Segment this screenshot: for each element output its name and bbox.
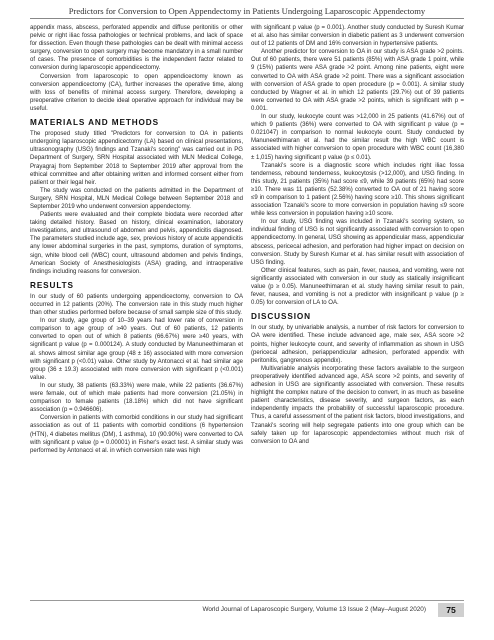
left-column <box>30 24 243 455</box>
intro-paragraph: Conversion from laparoscopic to open appendicectomy known as conversion appendicectomy (CA), further increases the operative time, along with loss of benefits of minimal access surgery. Therefore, developing a preoperative criterion to decide ideal operative approach for individual may be useful. <box>30 73 243 112</box>
header-divider <box>30 18 464 19</box>
discussion-heading: DISCUSSION <box>251 312 311 322</box>
results-paragraph: Another predictor for conversion to OA in our study is ASA grade >2 points. Out of 60 patients, there were 51 patients (85%) with ASA grade 1 point, while 9 (15%) patients were ASA grade >2 point. Among nine patients, eight were converted to OA with ASA grade >2 point. There was a significant association with conversion of ASA grade to open procedure (p = 0.001). A similar study conducted by Wagner et al. in which 12 patients (29.7%) out of 39 patients were converted to OA with ASA grade >2 points, which is significant with p = 0.001. <box>251 49 464 112</box>
discussion-paragraph: Multivariable analysis incorporating these factors available to the surgeon preoperatively identified advanced age, ASA score >2 points, and severity of adhesion in USG are significantly associated with conversion. These results highlight the complex nature of the decision to convert, in as much as baseline patient characteristics, disease severity, and surgeon factors, as each independently impacts the probability of successful laparoscopic procedure. Thus, a careful assessment of the patient risk factors, blood investigations, and Tzanaki's scoring will help segregate patients into one group which can be safely taken up for laparoscopic appendectomies without much risk of conversion to OA and <box>251 365 464 445</box>
right-column <box>251 24 464 446</box>
results-paragraph: with significant p value (p = 0.001). Another study conducted by Suresh Kumar et al. also has similar conversion in diabetic patient as 3 underwent conversion out of 12 patients of DM and 16% conversion in hypertensive patients. <box>251 25 464 48</box>
results-paragraph: In our study, 38 patients (63.33%) were male, while 22 patients (36.67%) were female, out of which male patients had more conversion (21.05%) in comparison to female patients (18.18%) which did not have significant association (p = 0.946606). <box>30 382 243 414</box>
results-heading: RESULTS <box>30 280 74 290</box>
results-paragraph: Tzanaki's score is a diagnostic score which includes right iliac fossa tenderness, rebound tenderness, leukocytosis (>12,000), and USG finding. In this study, 21 patients (35%) had score ≤9, while 39 patients (65%) had score ≥10. There was 11 patients (52.38%) converted to OA out of 21 having score ≤9 in comparison to 1 patient (2.56%) having score ≥10. This shows significant association Tzanaki's score to more conversion in population having ≤9 score while less conversion in population having ≥10 score. <box>251 162 464 218</box>
results-paragraph: In our study, USG finding was included in Tzanaki's scoring system, so individual finding of USG is not significantly associated with conversion to open appendicectomy. In general, USG showing as appendicular mass, appendicular abscess, pericecal adhesion, and perforation had higher impact on decision on conversion. Study by Suresh Kumar et al. has similar result with association of USG finding. <box>251 219 464 266</box>
page-number: 75 <box>438 603 464 617</box>
journal-citation: World Journal of Laparoscopic Surgery, Volume 13 Issue 2 (May–August 2020) <box>202 606 426 613</box>
footer-divider <box>30 600 464 601</box>
methods-paragraph: The study was conducted on the patients admitted in the Department of Surgery, SRN Hospital, MLN Medical College between September 2018 and September 2019 who underwent conversion appendectomy. <box>30 187 243 210</box>
discussion-paragraph: In our study, by univariable analysis, a number of risk factors for conversion to OA were identified. These include advanced age, male sex, ASA score >2 points, higher leukocyte count, and severity of inflammation as shown in USG (pericecal adhesion, periappendicular adhesion, perforated appendix with peritonitis, gangrenous appendix). <box>251 325 464 364</box>
results-paragraph: Conversion in patients with comorbid conditions in our study had significant association as out of 11 patients with comorbid conditions (6 hypertension (HTN), 4 diabetes mellitus (DM), 1 asthma), 10 (90.90%) were converted to OA with significant p value (p = 0.00001) in Fisher's exact test. A similar study was performed by Antonacci et al. in which conversion rate was high <box>30 415 243 454</box>
results-paragraph: In our study, age group of 10–39 years had lower rate of conversion in comparison to age group of ≥40 years. Out of 60 patients, 12 patients converted to open out of which 8 patients (66.67%) were ≥40 years, with significant p value (p = 0.000124). A study conducted by Manuneethimaran et al. shows almost similar age group (48 ± 16) associated with more conversion with significant p (<0.01) value. Other study by Antonacci et al. had similar age group (36 ± 19.3) associated with more conversion with significant p (<0.001) value. <box>30 318 243 381</box>
intro-paragraph: appendix mass, abscess, perforated appendix and diffuse peritonitis or other pelvic or right iliac fossa pathologies or technical problems, and lack of space for dissection. Even though these pathologies can be dealt with minimal access surgery, conversion to open surgery may become mandatory in a small number of cases. The presence of comorbidities is the independent factor related to conversion during laparoscopic appendicectomy. <box>30 25 243 72</box>
results-paragraph: Other clinical features, such as pain, fever, nausea, and vomiting, were not significantly associated with conversion in our study as statically insignificant value (p ≥ 0.05). Manuneethimaran et al. study having similar result to pain, fever, nausea, and vomiting is not a predictor with insignificant p value (p ≥ 0.05) for conversion of LA to OA. <box>251 267 464 307</box>
page-footer <box>30 600 464 620</box>
methods-paragraph: Patients were evaluated and their complete biodata were recorded after taking detailed history. Based on history, clinical examination, laboratory investigations, and ultrasound of abdomen and pelvis, appendicitis diagnosed. The parameters studied include age, sex, previous history of acute appendicitis any lower abdominal surgeries in the past, symptoms, duration of symptoms, sign, white blood cell (WBC) count, ultrasound abdomen and pelvis findings, American Society of Anesthesiologists (ASA) grading, and intraoperative findings including reasons for conversion. <box>30 212 243 275</box>
methods-heading: MATERIALS AND METHODS <box>30 118 159 128</box>
running-title: Predictors for Conversion to Open Appendectomy in Patients Undergoing Laparoscopic Appendectomy <box>68 6 426 16</box>
methods-paragraph: The proposed study titled "Predictors for conversion to OA in patients undergoing laparoscopic appendicectomy (LA) based on clinical presentations, ultrasonography (USG) findings and Tzanaki's scoring" was carried out in PG Department of Surgery, SRN Hospital associated with MLN Medical College, Prayagraj from September 2018 to September 2019 after approval from the ethical committee and after obtaining written and informed consent either from patient or their legal heir. <box>30 131 243 186</box>
results-paragraph: In our study of 60 patients undergoing appendicectomy, conversion to OA occurred in 12 patients (20%). The conversion rate in this study much higher than other studies performed before because of small sample size of this study. <box>30 293 243 317</box>
results-paragraph: In our study, leukocyte count was >12,000 in 25 patients (41.67%) out of which 9 patients (36%) were converted to OA with significant p value (p = 0.021047) in comparison to normal leukocyte count. Study conducted by Manuneethimaran et al. had the similar result the high WBC count is associated with higher conversion to open procedure with WBC count (16,380 ± 1,015) having significant p value (p ≤ 0.01). <box>251 114 464 161</box>
